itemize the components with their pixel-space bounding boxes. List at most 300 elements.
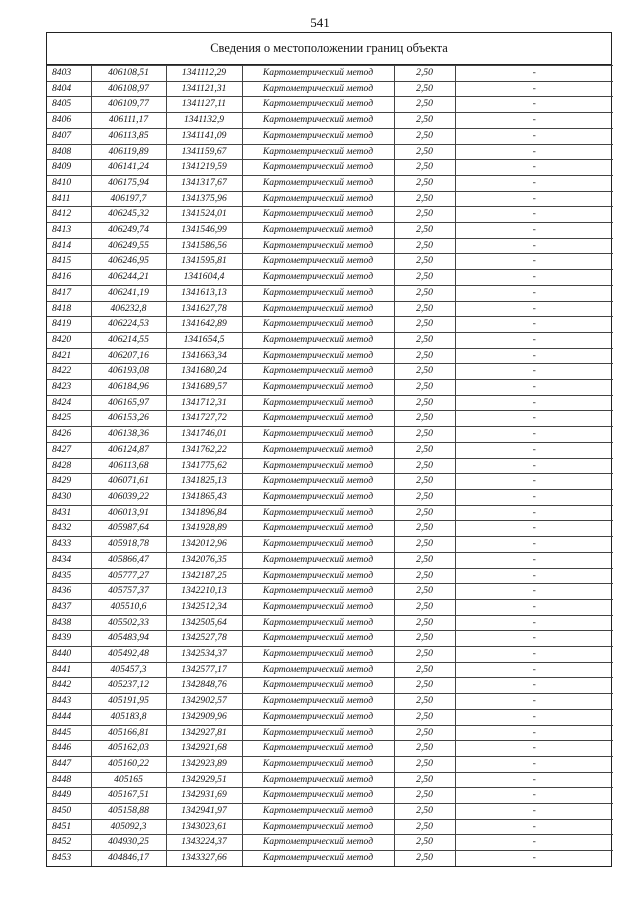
y-coordinate-cell: 1341121,31: [166, 81, 242, 97]
note-cell: -: [455, 709, 613, 725]
x-coordinate-cell: 405158,88: [91, 804, 166, 820]
method-cell: Картометрический метод: [242, 364, 394, 380]
point-number-cell: 8434: [47, 552, 91, 568]
method-cell: Картометрический метод: [242, 552, 394, 568]
accuracy-cell: 2,50: [394, 788, 455, 804]
note-cell: -: [455, 552, 613, 568]
y-coordinate-cell: 1341219,59: [166, 160, 242, 176]
method-cell: Картометрический метод: [242, 254, 394, 270]
y-coordinate-cell: 1341586,56: [166, 238, 242, 254]
table-row: [47, 647, 613, 663]
coordinates-table: [47, 65, 613, 866]
table-row: [47, 207, 613, 223]
note-cell: -: [455, 128, 613, 144]
y-coordinate-cell: 1341727,72: [166, 411, 242, 427]
accuracy-cell: 2,50: [394, 207, 455, 223]
note-cell: -: [455, 66, 613, 82]
table-row: [47, 458, 613, 474]
point-number-cell: 8440: [47, 647, 91, 663]
point-number-cell: 8403: [47, 66, 91, 82]
note-cell: -: [455, 568, 613, 584]
table-row: [47, 521, 613, 537]
point-number-cell: 8450: [47, 804, 91, 820]
method-cell: Картометрический метод: [242, 442, 394, 458]
table-row: [47, 175, 613, 191]
point-number-cell: 8424: [47, 395, 91, 411]
note-cell: -: [455, 474, 613, 490]
point-number-cell: 8422: [47, 364, 91, 380]
accuracy-cell: 2,50: [394, 819, 455, 835]
note-cell: -: [455, 144, 613, 160]
table-row: [47, 144, 613, 160]
y-coordinate-cell: 1341627,78: [166, 301, 242, 317]
method-cell: Картометрический метод: [242, 709, 394, 725]
note-cell: -: [455, 97, 613, 113]
boundary-table-frame: [46, 32, 612, 867]
accuracy-cell: 2,50: [394, 270, 455, 286]
note-cell: -: [455, 537, 613, 553]
x-coordinate-cell: 406165,97: [91, 395, 166, 411]
accuracy-cell: 2,50: [394, 97, 455, 113]
y-coordinate-cell: 1342927,81: [166, 725, 242, 741]
y-coordinate-cell: 1341775,62: [166, 458, 242, 474]
method-cell: Картометрический метод: [242, 756, 394, 772]
x-coordinate-cell: 406124,87: [91, 442, 166, 458]
note-cell: -: [455, 380, 613, 396]
table-row: [47, 552, 613, 568]
y-coordinate-cell: 1342929,51: [166, 772, 242, 788]
method-cell: Картометрический метод: [242, 489, 394, 505]
table-row: [47, 615, 613, 631]
y-coordinate-cell: 1341141,09: [166, 128, 242, 144]
method-cell: Картометрический метод: [242, 835, 394, 851]
y-coordinate-cell: 1342012,96: [166, 537, 242, 553]
note-cell: -: [455, 599, 613, 615]
note-cell: -: [455, 851, 613, 866]
note-cell: -: [455, 505, 613, 521]
method-cell: Картометрический метод: [242, 191, 394, 207]
method-cell: Картометрический метод: [242, 332, 394, 348]
table-row: [47, 804, 613, 820]
point-number-cell: 8407: [47, 128, 91, 144]
table-row: [47, 599, 613, 615]
x-coordinate-cell: 406111,17: [91, 113, 166, 129]
point-number-cell: 8426: [47, 427, 91, 443]
point-number-cell: 8404: [47, 81, 91, 97]
table-row: [47, 772, 613, 788]
table-row: [47, 191, 613, 207]
accuracy-cell: 2,50: [394, 804, 455, 820]
note-cell: -: [455, 175, 613, 191]
table-row: [47, 489, 613, 505]
table-row: [47, 97, 613, 113]
table-row: [47, 332, 613, 348]
method-cell: Картометрический метод: [242, 647, 394, 663]
y-coordinate-cell: 1341375,96: [166, 191, 242, 207]
method-cell: Картометрический метод: [242, 851, 394, 866]
point-number-cell: 8449: [47, 788, 91, 804]
method-cell: Картометрический метод: [242, 537, 394, 553]
accuracy-cell: 2,50: [394, 348, 455, 364]
y-coordinate-cell: 1341613,13: [166, 285, 242, 301]
note-cell: -: [455, 238, 613, 254]
accuracy-cell: 2,50: [394, 301, 455, 317]
method-cell: Картометрический метод: [242, 113, 394, 129]
point-number-cell: 8431: [47, 505, 91, 521]
accuracy-cell: 2,50: [394, 694, 455, 710]
method-cell: Картометрический метод: [242, 395, 394, 411]
accuracy-cell: 2,50: [394, 678, 455, 694]
point-number-cell: 8452: [47, 835, 91, 851]
accuracy-cell: 2,50: [394, 725, 455, 741]
accuracy-cell: 2,50: [394, 615, 455, 631]
point-number-cell: 8423: [47, 380, 91, 396]
accuracy-cell: 2,50: [394, 631, 455, 647]
table-row: [47, 741, 613, 757]
note-cell: -: [455, 835, 613, 851]
table-row: [47, 254, 613, 270]
accuracy-cell: 2,50: [394, 113, 455, 129]
x-coordinate-cell: 405918,78: [91, 537, 166, 553]
x-coordinate-cell: 405167,51: [91, 788, 166, 804]
point-number-cell: 8439: [47, 631, 91, 647]
y-coordinate-cell: 1341112,29: [166, 66, 242, 82]
note-cell: -: [455, 427, 613, 443]
point-number-cell: 8451: [47, 819, 91, 835]
method-cell: Картометрический метод: [242, 804, 394, 820]
point-number-cell: 8430: [47, 489, 91, 505]
x-coordinate-cell: 405166,81: [91, 725, 166, 741]
accuracy-cell: 2,50: [394, 772, 455, 788]
y-coordinate-cell: 1341746,01: [166, 427, 242, 443]
y-coordinate-cell: 1341132,9: [166, 113, 242, 129]
x-coordinate-cell: 406119,89: [91, 144, 166, 160]
note-cell: -: [455, 348, 613, 364]
note-cell: -: [455, 254, 613, 270]
note-cell: -: [455, 317, 613, 333]
accuracy-cell: 2,50: [394, 851, 455, 866]
method-cell: Картометрический метод: [242, 694, 394, 710]
point-number-cell: 8436: [47, 584, 91, 600]
x-coordinate-cell: 405777,27: [91, 568, 166, 584]
x-coordinate-cell: 406153,26: [91, 411, 166, 427]
note-cell: -: [455, 756, 613, 772]
accuracy-cell: 2,50: [394, 81, 455, 97]
x-coordinate-cell: 406039,22: [91, 489, 166, 505]
x-coordinate-cell: 406232,8: [91, 301, 166, 317]
note-cell: -: [455, 662, 613, 678]
point-number-cell: 8417: [47, 285, 91, 301]
note-cell: -: [455, 804, 613, 820]
accuracy-cell: 2,50: [394, 380, 455, 396]
point-number-cell: 8441: [47, 662, 91, 678]
y-coordinate-cell: 1341663,34: [166, 348, 242, 364]
method-cell: Картометрический метод: [242, 741, 394, 757]
table-row: [47, 505, 613, 521]
y-coordinate-cell: 1343023,61: [166, 819, 242, 835]
method-cell: Картометрический метод: [242, 819, 394, 835]
table-row: [47, 285, 613, 301]
x-coordinate-cell: 405237,12: [91, 678, 166, 694]
method-cell: Картометрический метод: [242, 223, 394, 239]
method-cell: Картометрический метод: [242, 788, 394, 804]
note-cell: -: [455, 489, 613, 505]
method-cell: Картометрический метод: [242, 207, 394, 223]
point-number-cell: 8437: [47, 599, 91, 615]
method-cell: Картометрический метод: [242, 128, 394, 144]
table-row: [47, 662, 613, 678]
table-row: [47, 631, 613, 647]
method-cell: Картометрический метод: [242, 270, 394, 286]
note-cell: -: [455, 191, 613, 207]
y-coordinate-cell: 1342076,35: [166, 552, 242, 568]
table-row: [47, 835, 613, 851]
x-coordinate-cell: 405492,48: [91, 647, 166, 663]
table-row: [47, 537, 613, 553]
point-number-cell: 8406: [47, 113, 91, 129]
accuracy-cell: 2,50: [394, 489, 455, 505]
accuracy-cell: 2,50: [394, 552, 455, 568]
y-coordinate-cell: 1341825,13: [166, 474, 242, 490]
point-number-cell: 8446: [47, 741, 91, 757]
y-coordinate-cell: 1341524,01: [166, 207, 242, 223]
accuracy-cell: 2,50: [394, 223, 455, 239]
table-row: [47, 160, 613, 176]
method-cell: Картометрический метод: [242, 568, 394, 584]
accuracy-cell: 2,50: [394, 442, 455, 458]
method-cell: Картометрический метод: [242, 474, 394, 490]
y-coordinate-cell: 1342187,25: [166, 568, 242, 584]
y-coordinate-cell: 1341865,43: [166, 489, 242, 505]
method-cell: Картометрический метод: [242, 772, 394, 788]
accuracy-cell: 2,50: [394, 521, 455, 537]
table-row: [47, 411, 613, 427]
point-number-cell: 8411: [47, 191, 91, 207]
y-coordinate-cell: 1342923,89: [166, 756, 242, 772]
x-coordinate-cell: 406184,96: [91, 380, 166, 396]
x-coordinate-cell: 405866,47: [91, 552, 166, 568]
y-coordinate-cell: 1342512,34: [166, 599, 242, 615]
note-cell: -: [455, 395, 613, 411]
table-row: [47, 113, 613, 129]
method-cell: Картометрический метод: [242, 81, 394, 97]
point-number-cell: 8429: [47, 474, 91, 490]
point-number-cell: 8416: [47, 270, 91, 286]
note-cell: -: [455, 819, 613, 835]
accuracy-cell: 2,50: [394, 128, 455, 144]
page-number: 541: [310, 15, 330, 30]
x-coordinate-cell: 406249,74: [91, 223, 166, 239]
accuracy-cell: 2,50: [394, 254, 455, 270]
x-coordinate-cell: 405502,33: [91, 615, 166, 631]
accuracy-cell: 2,50: [394, 317, 455, 333]
x-coordinate-cell: 405757,37: [91, 584, 166, 600]
table-row: [47, 694, 613, 710]
table-row: [47, 442, 613, 458]
table-row: [47, 756, 613, 772]
accuracy-cell: 2,50: [394, 191, 455, 207]
point-number-cell: 8433: [47, 537, 91, 553]
note-cell: -: [455, 631, 613, 647]
note-cell: -: [455, 615, 613, 631]
note-cell: -: [455, 725, 613, 741]
method-cell: Картометрический метод: [242, 678, 394, 694]
note-cell: -: [455, 160, 613, 176]
x-coordinate-cell: 406109,77: [91, 97, 166, 113]
accuracy-cell: 2,50: [394, 364, 455, 380]
method-cell: Картометрический метод: [242, 348, 394, 364]
y-coordinate-cell: 1341712,31: [166, 395, 242, 411]
table-row: [47, 395, 613, 411]
note-cell: -: [455, 270, 613, 286]
point-number-cell: 8428: [47, 458, 91, 474]
method-cell: Картометрический метод: [242, 615, 394, 631]
note-cell: -: [455, 647, 613, 663]
table-row: [47, 788, 613, 804]
x-coordinate-cell: 406244,21: [91, 270, 166, 286]
method-cell: Картометрический метод: [242, 584, 394, 600]
note-cell: -: [455, 301, 613, 317]
note-cell: -: [455, 741, 613, 757]
note-cell: -: [455, 678, 613, 694]
note-cell: -: [455, 113, 613, 129]
x-coordinate-cell: 406138,36: [91, 427, 166, 443]
table-row: [47, 364, 613, 380]
accuracy-cell: 2,50: [394, 285, 455, 301]
note-cell: -: [455, 584, 613, 600]
table-row: [47, 317, 613, 333]
note-cell: -: [455, 364, 613, 380]
y-coordinate-cell: 1341604,4: [166, 270, 242, 286]
note-cell: -: [455, 285, 613, 301]
y-coordinate-cell: 1343327,66: [166, 851, 242, 866]
y-coordinate-cell: 1341654,5: [166, 332, 242, 348]
y-coordinate-cell: 1342941,97: [166, 804, 242, 820]
y-coordinate-cell: 1342577,17: [166, 662, 242, 678]
accuracy-cell: 2,50: [394, 427, 455, 443]
accuracy-cell: 2,50: [394, 144, 455, 160]
note-cell: -: [455, 442, 613, 458]
method-cell: Картометрический метод: [242, 599, 394, 615]
accuracy-cell: 2,50: [394, 238, 455, 254]
method-cell: Картометрический метод: [242, 505, 394, 521]
point-number-cell: 8405: [47, 97, 91, 113]
point-number-cell: 8410: [47, 175, 91, 191]
note-cell: -: [455, 332, 613, 348]
note-cell: -: [455, 458, 613, 474]
table-row: [47, 348, 613, 364]
accuracy-cell: 2,50: [394, 709, 455, 725]
point-number-cell: 8445: [47, 725, 91, 741]
x-coordinate-cell: 405160,22: [91, 756, 166, 772]
point-number-cell: 8409: [47, 160, 91, 176]
x-coordinate-cell: 406214,55: [91, 332, 166, 348]
y-coordinate-cell: 1342931,69: [166, 788, 242, 804]
point-number-cell: 8453: [47, 851, 91, 866]
note-cell: -: [455, 772, 613, 788]
accuracy-cell: 2,50: [394, 741, 455, 757]
y-coordinate-cell: 1341928,89: [166, 521, 242, 537]
method-cell: Картометрический метод: [242, 521, 394, 537]
note-cell: -: [455, 411, 613, 427]
point-number-cell: 8414: [47, 238, 91, 254]
table-row: [47, 66, 613, 82]
x-coordinate-cell: 405165: [91, 772, 166, 788]
accuracy-cell: 2,50: [394, 835, 455, 851]
table-title: Сведения о местоположении границ объекта: [47, 33, 611, 65]
accuracy-cell: 2,50: [394, 332, 455, 348]
x-coordinate-cell: 406108,97: [91, 81, 166, 97]
accuracy-cell: 2,50: [394, 647, 455, 663]
y-coordinate-cell: 1341642,89: [166, 317, 242, 333]
point-number-cell: 8447: [47, 756, 91, 772]
accuracy-cell: 2,50: [394, 537, 455, 553]
table-row: [47, 270, 613, 286]
x-coordinate-cell: 405510,6: [91, 599, 166, 615]
accuracy-cell: 2,50: [394, 584, 455, 600]
note-cell: -: [455, 521, 613, 537]
table-row: [47, 709, 613, 725]
x-coordinate-cell: 406241,19: [91, 285, 166, 301]
point-number-cell: 8413: [47, 223, 91, 239]
method-cell: Картометрический метод: [242, 411, 394, 427]
note-cell: -: [455, 81, 613, 97]
x-coordinate-cell: 406245,32: [91, 207, 166, 223]
table-row: [47, 128, 613, 144]
method-cell: Картометрический метод: [242, 66, 394, 82]
point-number-cell: 8444: [47, 709, 91, 725]
y-coordinate-cell: 1341896,84: [166, 505, 242, 521]
point-number-cell: 8435: [47, 568, 91, 584]
x-coordinate-cell: 405162,03: [91, 741, 166, 757]
point-number-cell: 8420: [47, 332, 91, 348]
y-coordinate-cell: 1342921,68: [166, 741, 242, 757]
table-row: [47, 584, 613, 600]
point-number-cell: 8438: [47, 615, 91, 631]
y-coordinate-cell: 1341317,67: [166, 175, 242, 191]
accuracy-cell: 2,50: [394, 66, 455, 82]
point-number-cell: 8443: [47, 694, 91, 710]
table-row: [47, 568, 613, 584]
method-cell: Картометрический метод: [242, 175, 394, 191]
table-row: [47, 238, 613, 254]
x-coordinate-cell: 406249,55: [91, 238, 166, 254]
method-cell: Картометрический метод: [242, 458, 394, 474]
point-number-cell: 8408: [47, 144, 91, 160]
table-row: [47, 380, 613, 396]
note-cell: -: [455, 788, 613, 804]
method-cell: Картометрический метод: [242, 301, 394, 317]
x-coordinate-cell: 405457,3: [91, 662, 166, 678]
x-coordinate-cell: 406071,61: [91, 474, 166, 490]
coordinates-table-body: [47, 66, 613, 866]
x-coordinate-cell: 406224,53: [91, 317, 166, 333]
point-number-cell: 8448: [47, 772, 91, 788]
x-coordinate-cell: 406141,24: [91, 160, 166, 176]
x-coordinate-cell: 406246,95: [91, 254, 166, 270]
x-coordinate-cell: 406113,68: [91, 458, 166, 474]
point-number-cell: 8419: [47, 317, 91, 333]
y-coordinate-cell: 1342909,96: [166, 709, 242, 725]
point-number-cell: 8418: [47, 301, 91, 317]
accuracy-cell: 2,50: [394, 160, 455, 176]
accuracy-cell: 2,50: [394, 568, 455, 584]
accuracy-cell: 2,50: [394, 662, 455, 678]
x-coordinate-cell: 405987,64: [91, 521, 166, 537]
y-coordinate-cell: 1342527,78: [166, 631, 242, 647]
table-row: [47, 474, 613, 490]
method-cell: Картометрический метод: [242, 725, 394, 741]
